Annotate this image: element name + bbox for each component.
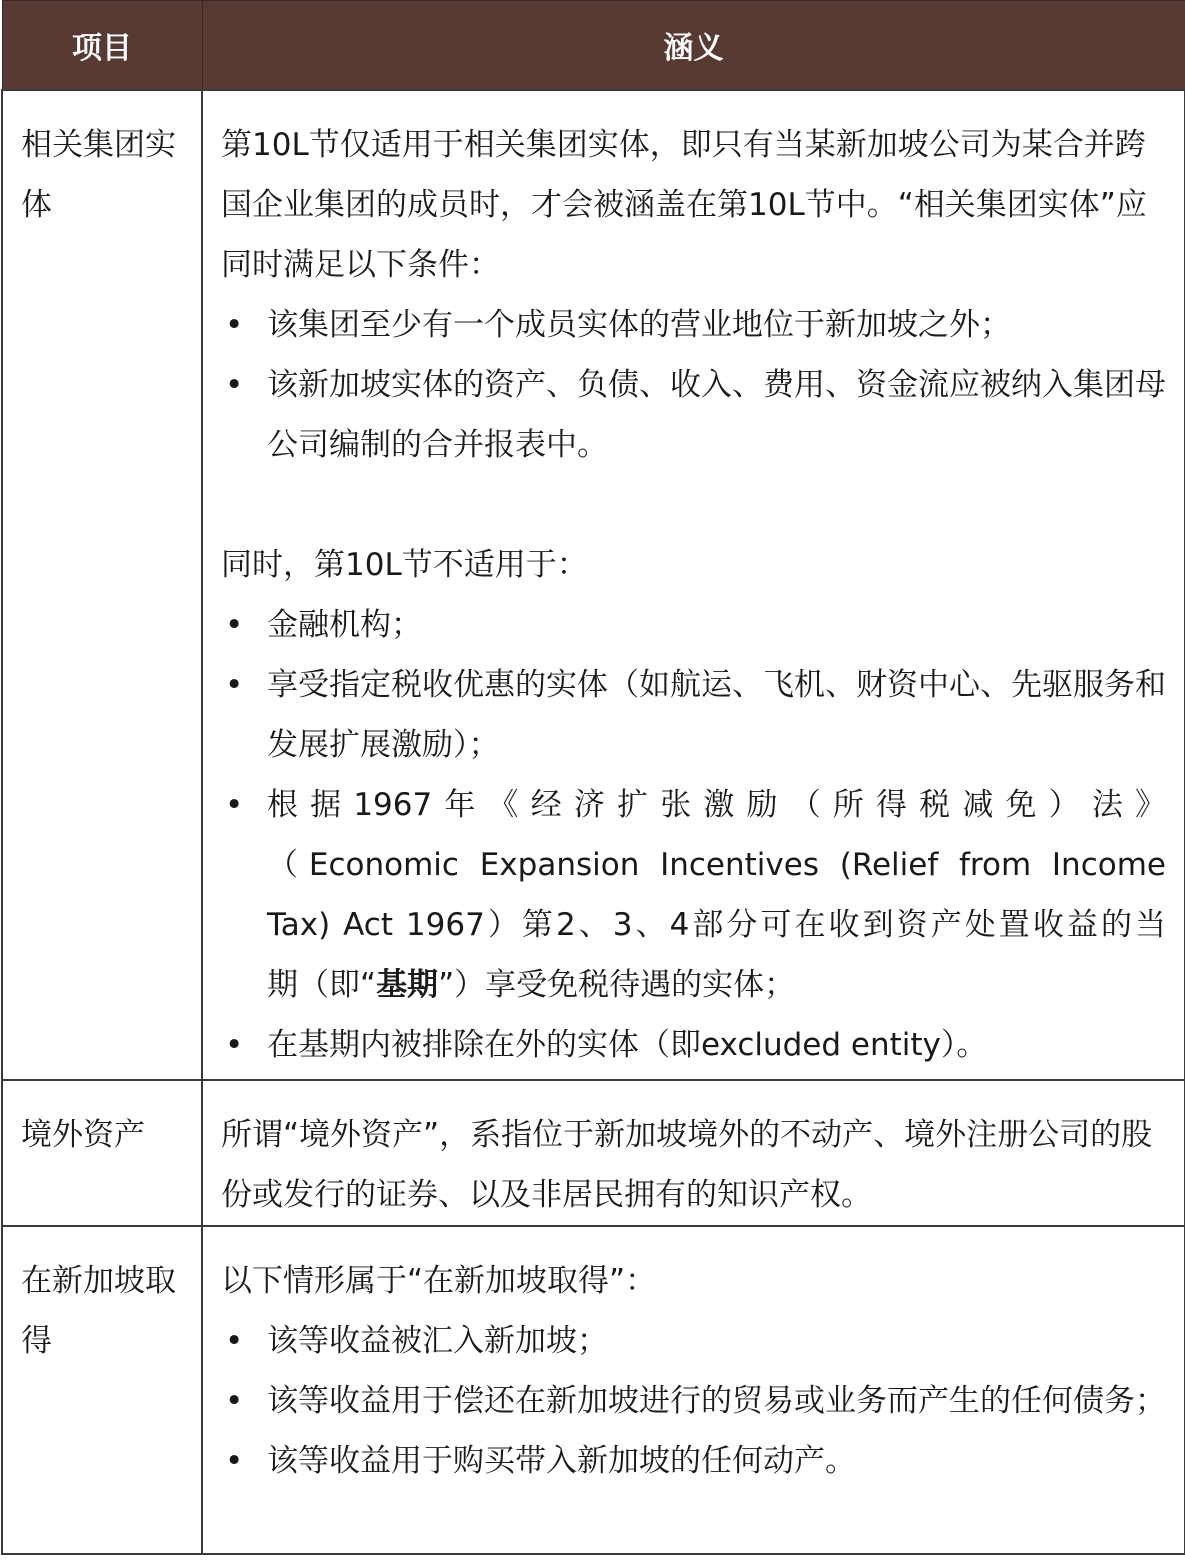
term-cell: 在新加坡取得: [2, 1226, 202, 1554]
bold-term: 基期: [376, 967, 439, 1003]
list-item-line: [267, 955, 1166, 1015]
term-cell: 境外资产: [2, 1080, 202, 1226]
header-row: [2, 1, 1185, 91]
list-item-line: • 根据1967年《经济扩张激励（所得税减免）法》: [267, 787, 1166, 823]
text-span: ”）享受免税待遇的实体；: [438, 967, 796, 1003]
definition-intro: 第10L节仅适用于相关集团实体，即只有当某新加坡公司为某合并跨国企业集团的成员时，才会被涵盖在第10L节中。“相关集团实体”应同时满足以下条件：: [221, 127, 1147, 283]
exclusion-list: [221, 595, 1166, 1075]
definition-text: 所谓“境外资产”，系指位于新加坡境外的不动产、境外注册公司的股份或发行的证券、以及非居民拥有的知识产权。: [221, 1117, 1153, 1213]
list-item-line: Tax) Act 1967）第2、3、4部分可在收到资产处置收益的当: [267, 907, 1166, 943]
list-item: • 该等收益用于购买带入新加坡的任何动产。: [221, 1431, 1166, 1491]
definitions-table: [1, 0, 1185, 1555]
definition-cell: [202, 90, 1185, 1080]
list-item: • 该新加坡实体的资产、负债、收入、费用、资金流应被纳入集团母公司编制的合并报表中。: [221, 355, 1166, 475]
exclusion-intro: 同时，第10L节不适用于：: [221, 547, 588, 583]
list-item-line: （Economic Expansion Incentives (Relief from Income: [267, 847, 1166, 883]
header-item: 项目: [2, 1, 202, 91]
header-meaning: 涵义: [202, 1, 1185, 91]
list-item: • 该集团至少有一个成员实体的营业地位于新加坡之外；: [221, 295, 1166, 355]
list-item: • 该等收益用于偿还在新加坡进行的贸易或业务而产生的任何债务；: [221, 1371, 1166, 1431]
definition-intro: 以下情形属于“在新加坡取得”：: [221, 1263, 657, 1299]
definition-cell: [202, 1080, 1185, 1226]
text-span: 期（即“: [267, 967, 377, 1003]
list-item: • 该等收益被汇入新加坡；: [221, 1311, 1166, 1371]
list-item: • 金融机构；: [221, 595, 1166, 655]
situation-list: [221, 1311, 1166, 1491]
spacer: [221, 475, 1166, 535]
table-row: [2, 90, 1185, 1080]
list-item: [221, 775, 1166, 1015]
table-row: [2, 1080, 1185, 1226]
definition-cell: [202, 1226, 1185, 1554]
term-cell: 相关集团实体: [2, 90, 202, 1080]
list-item: • 享受指定税收优惠的实体（如航运、飞机、财资中心、先驱服务和发展扩展激励）；: [221, 655, 1166, 775]
list-item: • 在基期内被排除在外的实体（即excluded entity）。: [221, 1015, 1166, 1075]
condition-list: [221, 295, 1166, 475]
table-row: [2, 1226, 1185, 1554]
